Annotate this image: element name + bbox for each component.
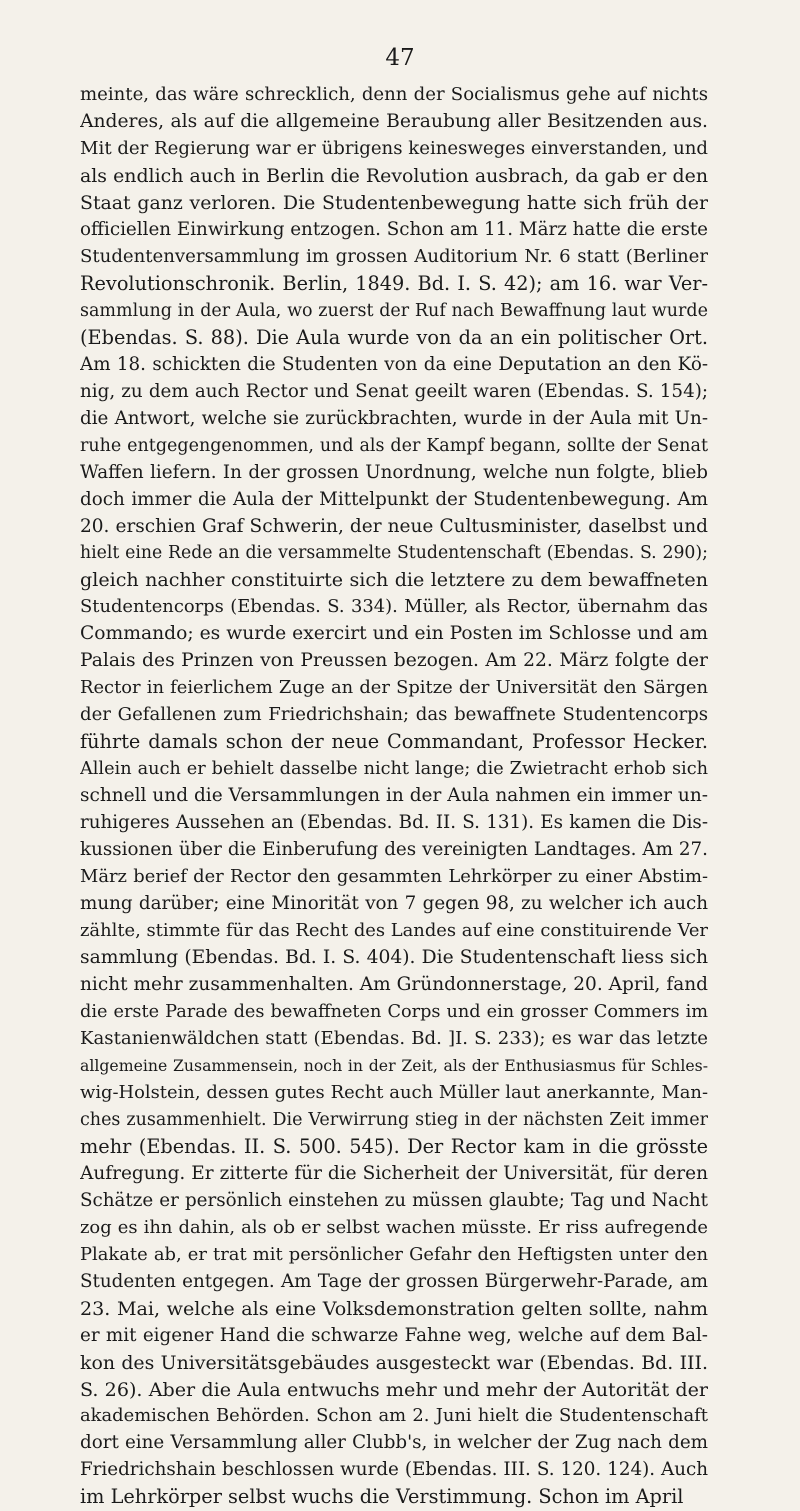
- text-line: Anderes, als auf die allgemeine Beraubung aller Besitzenden aus.: [80, 110, 708, 132]
- text-line: führte damals schon der neue Commandant, Professor Hecker.: [80, 730, 708, 754]
- text-line: die Antwort, welche sie zurückbrachten, wurde in der Aula mit Un-: [80, 407, 708, 429]
- text-line: 23. Mai, welche als eine Volksdemonstration gelten sollte, nahm: [80, 1296, 708, 1320]
- text-line: nicht mehr zusammenhalten. Am Gründonnerstage, 20. April, fand: [80, 973, 708, 995]
- text-line: Aufregung. Er zitterte für die Sicherheit der Universität, für deren: [80, 1162, 708, 1184]
- text-line: sammlung (Ebendas. Bd. I. S. 404). Die Studentenschaft liess sich: [80, 947, 708, 968]
- text-line: die erste Parade des bewaffneten Corps und ein grosser Commers im: [80, 1001, 708, 1022]
- text-line: Staat ganz verloren. Die Studentenbewegung hatte sich früh der: [80, 191, 708, 214]
- text-line: S. 26). Aber die Aula entwuchs mehr und mehr der Autorität der: [80, 1377, 708, 1401]
- text-line: Schätze er persönlich einstehen zu müssen glaubte; Tag und Nacht: [80, 1189, 708, 1211]
- text-line: hielt eine Rede an die versammelte Studentenschaft (Ebendas. S. 290);: [80, 543, 708, 564]
- text-line: meinte, das wäre schrecklich, denn der Socialismus gehe auf nichts: [80, 84, 708, 105]
- text-line: Kastanienwäldchen statt (Ebendas. Bd. ]I. S. 233); es war das letzte: [80, 1027, 708, 1049]
- text-line: als endlich auch in Berlin die Revolution ausbrach, da gab er den: [80, 164, 708, 187]
- text-line: Revolutionschronik. Berlin, 1849. Bd. I. S. 42); am 16. war Ver-: [80, 271, 708, 295]
- body-text: [80, 82, 708, 1511]
- text-line: nig, zu dem auch Rector und Senat geeilt waren (Ebendas. S. 154);: [80, 380, 708, 402]
- text-line: ches zusammenhielt. Die Verwirrung stieg in der nächsten Zeit immer: [80, 1109, 708, 1130]
- text-line: zählte, stimmte für das Recht des Landes auf eine constituirende Ver: [80, 920, 708, 942]
- text-line: 20. erschien Graf Schwerin, der neue Cultusminister, daselbst und: [80, 515, 708, 537]
- text-line: Studenten entgegen. Am Tage der grossen Bürgerwehr-Parade, am: [80, 1270, 708, 1292]
- text-line: zog es ihn dahin, als ob er selbst wachen müsste. Er riss aufregende: [80, 1216, 708, 1238]
- text-line: der Gefallenen zum Friedrichshain; das bewaffnete Studentencorps: [80, 704, 708, 726]
- text-line: akademischen Behörden. Schon am 2. Juni hielt die Studentenschaft: [80, 1405, 708, 1427]
- text-line: sammlung in der Aula, wo zuerst der Ruf nach Bewaffnung laut wurde: [80, 300, 708, 321]
- text-line: doch immer die Aula der Mittelpunkt der Studentenbewegung. Am: [80, 488, 708, 510]
- text-line: kussionen über die Einberufung des vereinigten Landtages. Am 27.: [80, 839, 708, 861]
- text-line: mung darüber; eine Minorität von 7 gegen 98, zu welcher ich auch: [80, 893, 708, 915]
- text-line: mehr (Ebendas. II. S. 500. 545). Der Rector kam in die grösste: [80, 1134, 708, 1158]
- text-line: allgemeine Zusammensein, noch in der Zeit, als der Enthusiasmus für Schles-: [80, 1055, 708, 1075]
- text-line: im Lehrkörper selbst wuchs die Verstimmung. Schon im April: [80, 1485, 684, 1509]
- text-line: wig-Holstein, dessen gutes Recht auch Müller laut anerkannte, Man-: [80, 1081, 708, 1103]
- text-line: März berief der Rector den gesammten Lehrkörper zu einer Abstim-: [80, 866, 708, 888]
- text-line: Rector in feierlichem Zuge an der Spitze der Universität den Särgen: [80, 677, 708, 699]
- text-line: Am 18. schickten die Studenten von da eine Deputation an den Kö-: [80, 353, 708, 375]
- text-line: Palais des Prinzen von Preussen bezogen. Am 22. März folgte der: [80, 650, 708, 672]
- text-line: (Ebendas. S. 88). Die Aula wurde von da an ein politischer Ort.: [80, 325, 708, 349]
- text-line: ruhigeres Aussehen an (Ebendas. Bd. II. S. 131). Es kamen die Dis-: [80, 812, 708, 834]
- text-line: dort eine Versammlung aller Clubb's, in welcher der Zug nach dem: [80, 1432, 708, 1454]
- text-line: Friedrichshain beschlossen wurde (Ebendas. III. S. 120. 124). Auch: [80, 1459, 708, 1481]
- text-line: gleich nachher constituirte sich die letztere zu dem bewaffneten: [80, 568, 708, 592]
- text-line: er mit eigener Hand die schwarze Fahne weg, welche auf dem Bal-: [80, 1324, 708, 1346]
- text-line: Studentenversammlung im grossen Auditorium Nr. 6 statt (Berliner: [80, 245, 708, 267]
- text-line: Allein auch er behielt dasselbe nicht lange; die Zwietracht erhob sich: [80, 759, 708, 780]
- text-line: Plakate ab, er trat mit persönlicher Gefahr den Heftigsten unter den: [80, 1243, 708, 1265]
- text-line: officiellen Einwirkung entzogen. Schon am 11. März hatte die erste: [80, 218, 708, 240]
- text-line: Mit der Regierung war er übrigens keinesweges einverstanden, und: [80, 137, 708, 159]
- text-line: Waffen liefern. In der grossen Unordnung, welche nun folgte, blieb: [80, 461, 708, 483]
- text-line: schnell und die Versammlungen in der Aula nahmen ein immer un-: [80, 785, 708, 807]
- text-line: ruhe entgegengenommen, und als der Kampf begann, sollte der Senat: [80, 435, 708, 456]
- text-line: Studentencorps (Ebendas. S. 334). Müller, als Rector, übernahm das: [80, 596, 708, 618]
- text-line: Commando; es wurde exercirt und ein Posten im Schlosse und am: [80, 623, 708, 645]
- text-line: kon des Universitätsgebäudes ausgesteckt war (Ebendas. Bd. III.: [80, 1351, 708, 1374]
- page-number: 47: [385, 45, 415, 71]
